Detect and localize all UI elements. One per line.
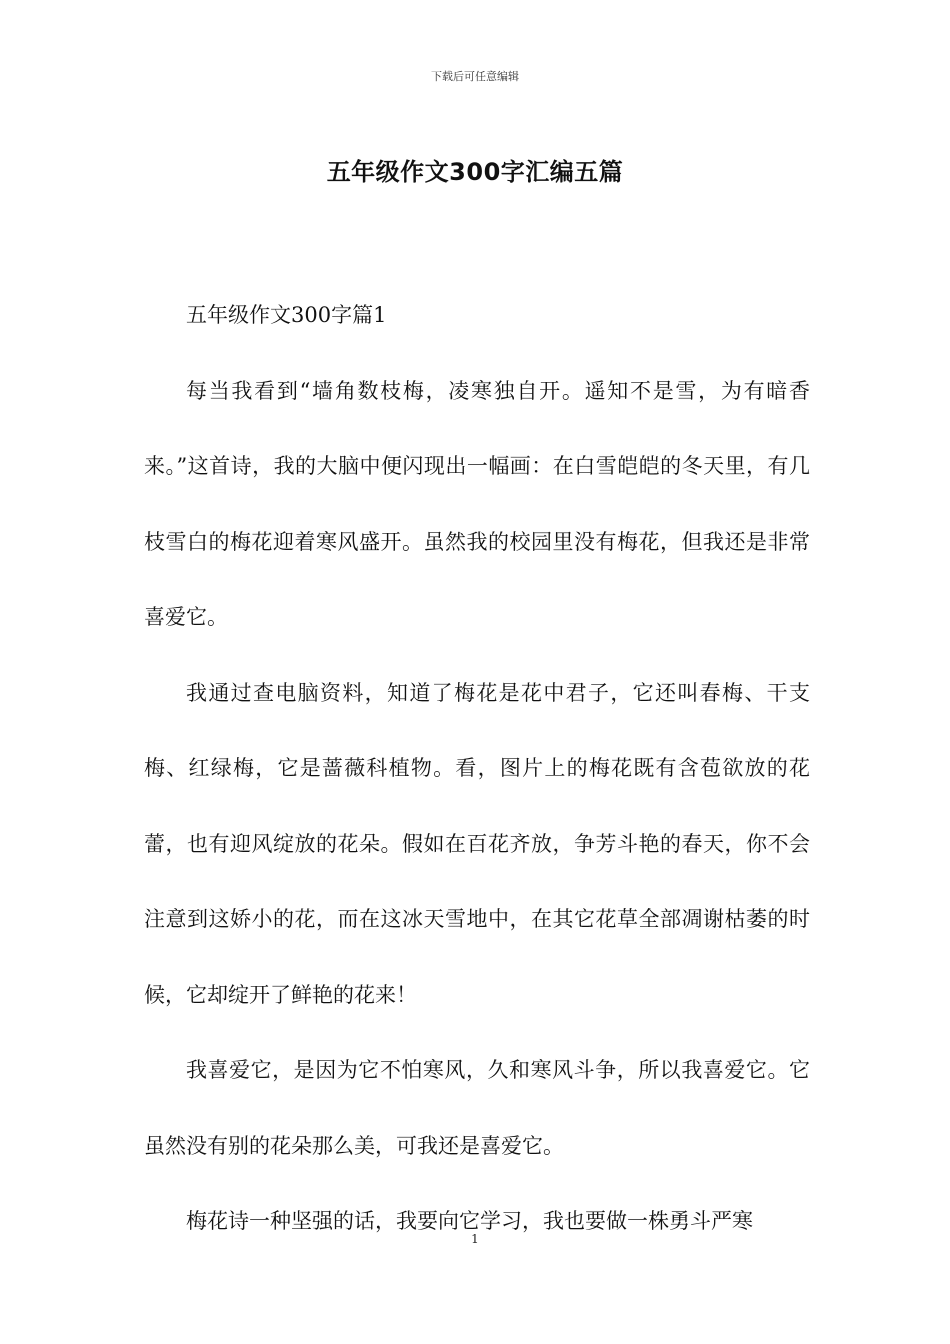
body-paragraph: 梅花诗一种坚强的话，我要向它学习，我也要做一株勇斗严寒: [186, 1209, 753, 1233]
body-paragraph: 我通过查电脑资料，知道了梅花是花中君子，它还叫春梅、干支梅、红绿梅，它是蔷薇科植物。看，图片上的梅花既有含苞欲放的花蕾，也有迎风绽放的花朵。假如在百花齐放，争芳斗艳的春天，你不会注意到这娇小的花，而在这冰天雪地中，在其它花草全部凋谢枯萎的时候，它却绽开了鲜艳的花来！: [144, 680, 810, 1007]
body-paragraph: 我喜爱它，是因为它不怕寒风，久和寒风斗争，所以我喜爱它。它虽然没有别的花朵那么美，可我还是喜爱它。: [144, 1058, 810, 1158]
page-number: 1: [471, 1232, 479, 1246]
document-title: 五年级作文300字汇编五篇: [326, 158, 624, 186]
body-paragraph: 每当我看到“墙角数枝梅，凌寒独自开。遥知不是雪，为有暗香来。”这首诗，我的大脑中便闪现出一幅画：在白雪皑皑的冬天里，有几枝雪白的梅花迎着寒风盛开。虽然我的校园里没有梅花，但我还是非常喜爱它。: [144, 378, 810, 629]
document-body: [144, 278, 810, 1260]
header-note: 下载后可任意编辑: [431, 70, 519, 83]
section-heading: 五年级作文300字篇1: [186, 303, 387, 327]
